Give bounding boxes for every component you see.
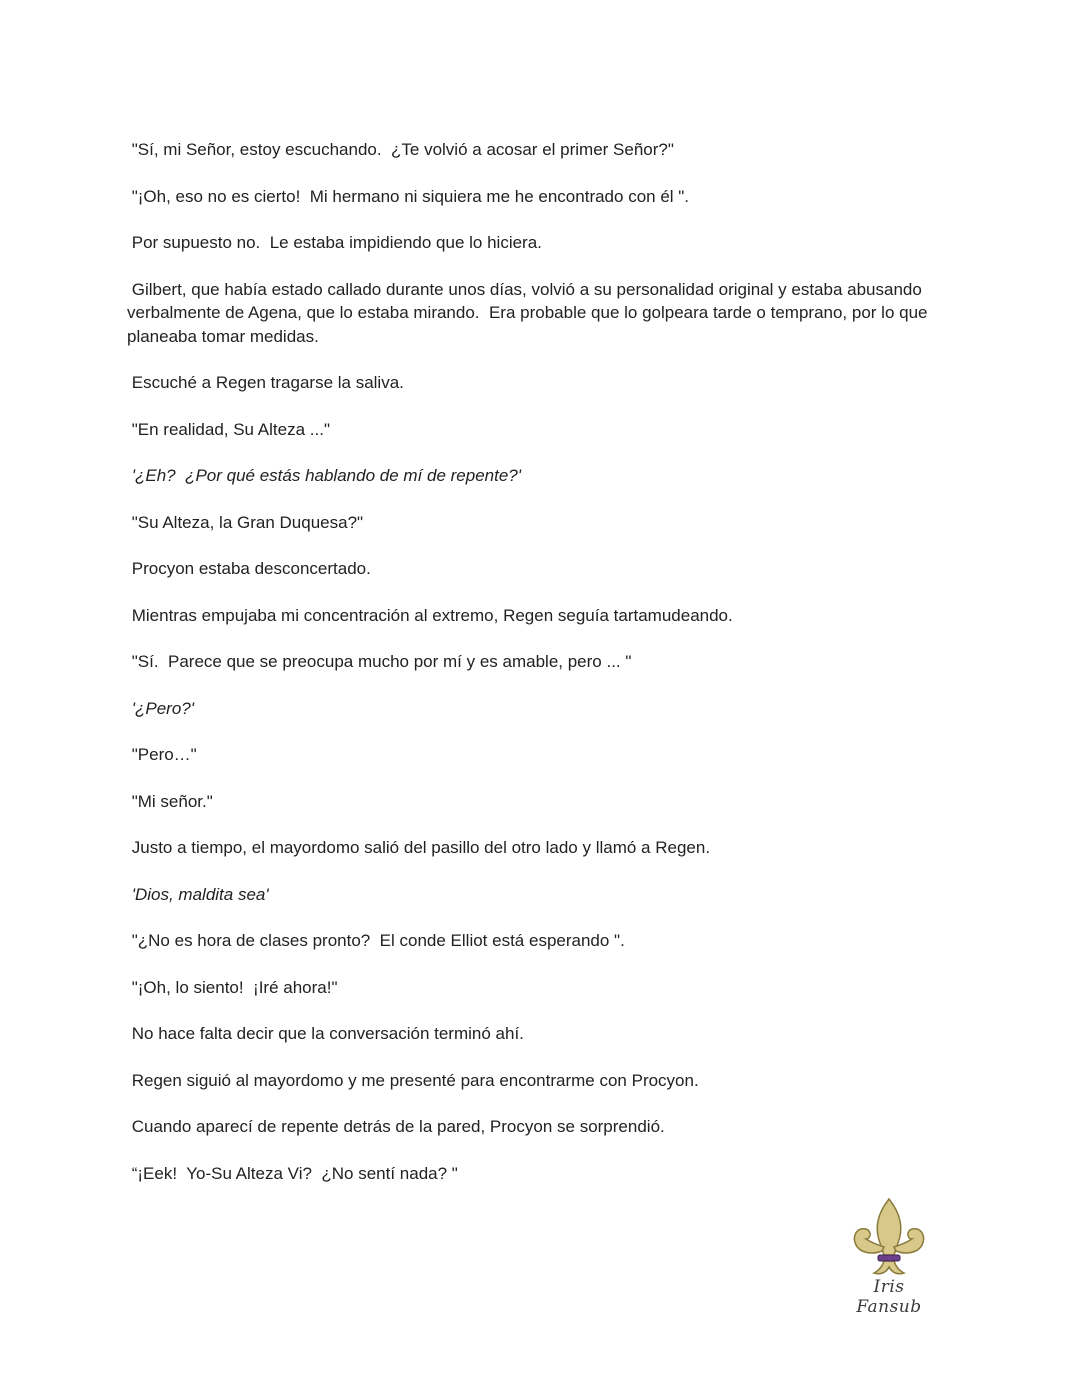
paragraph: "¿No es hora de clases pronto? El conde Elliot está esperando ". bbox=[127, 931, 625, 950]
paragraph: "Pero…" bbox=[127, 745, 197, 764]
paragraph: "Sí. Parece que se preocupa mucho por mí y es amable, pero ... " bbox=[127, 652, 632, 671]
paragraph: "¡Oh, lo siento! ¡Iré ahora!" bbox=[127, 977, 338, 997]
paragraph: "En realidad, Su Alteza ..." bbox=[127, 419, 330, 439]
thought-paragraph: '¿Eh? ¿Por qué estás hablando de mí de repente?' bbox=[127, 466, 521, 485]
thought-paragraph: 'Dios, maldita sea' bbox=[127, 884, 269, 904]
paragraph: No hace falta decir que la conversación terminó ahí. bbox=[127, 1024, 524, 1043]
iris-fansub-logo bbox=[838, 1195, 940, 1317]
paragraph: Gilbert, que había estado callado durante unos días, volvió a su personalidad original y estaba abusando verbalmente de Agena, que lo estaba mirando. Era probable que lo golpeara tarde o temprano, por lo que planeaba tomar medidas. bbox=[127, 279, 933, 346]
paragraph: Por supuesto no. Le estaba impidiendo que lo hiciera. bbox=[127, 233, 542, 252]
document-body bbox=[127, 138, 957, 1208]
paragraph: Mientras empujaba mi concentración al extremo, Regen seguía tartamudeando. bbox=[127, 605, 733, 625]
paragraph: "Sí, mi Señor, estoy escuchando. ¿Te volvió a acosar el primer Señor?" bbox=[127, 140, 674, 159]
paragraph: Procyon estaba desconcertado. bbox=[127, 559, 371, 578]
thought-paragraph: '¿Pero?' bbox=[127, 698, 194, 718]
paragraph: Cuando aparecí de repente detrás de la pared, Procyon se sorprendió. bbox=[127, 1117, 665, 1136]
fleur-de-lis-icon bbox=[838, 1195, 940, 1279]
paragraph: Justo a tiempo, el mayordomo salió del pasillo del otro lado y llamó a Regen. bbox=[127, 838, 711, 857]
paragraph: "Su Alteza, la Gran Duquesa?" bbox=[127, 512, 364, 532]
logo-text: Iris Fansub bbox=[856, 1277, 922, 1317]
paragraph: “¡Eek! Yo-Su Alteza Vi? ¿No sentí nada? " bbox=[127, 1163, 458, 1183]
paragraph: Escuché a Regen tragarse la saliva. bbox=[127, 373, 404, 392]
paragraph: Regen siguió al mayordomo y me presenté para encontrarme con Procyon. bbox=[127, 1070, 699, 1090]
paragraph: "¡Oh, eso no es cierto! Mi hermano ni siquiera me he encontrado con él ". bbox=[127, 186, 690, 206]
paragraph: "Mi señor." bbox=[127, 791, 213, 811]
